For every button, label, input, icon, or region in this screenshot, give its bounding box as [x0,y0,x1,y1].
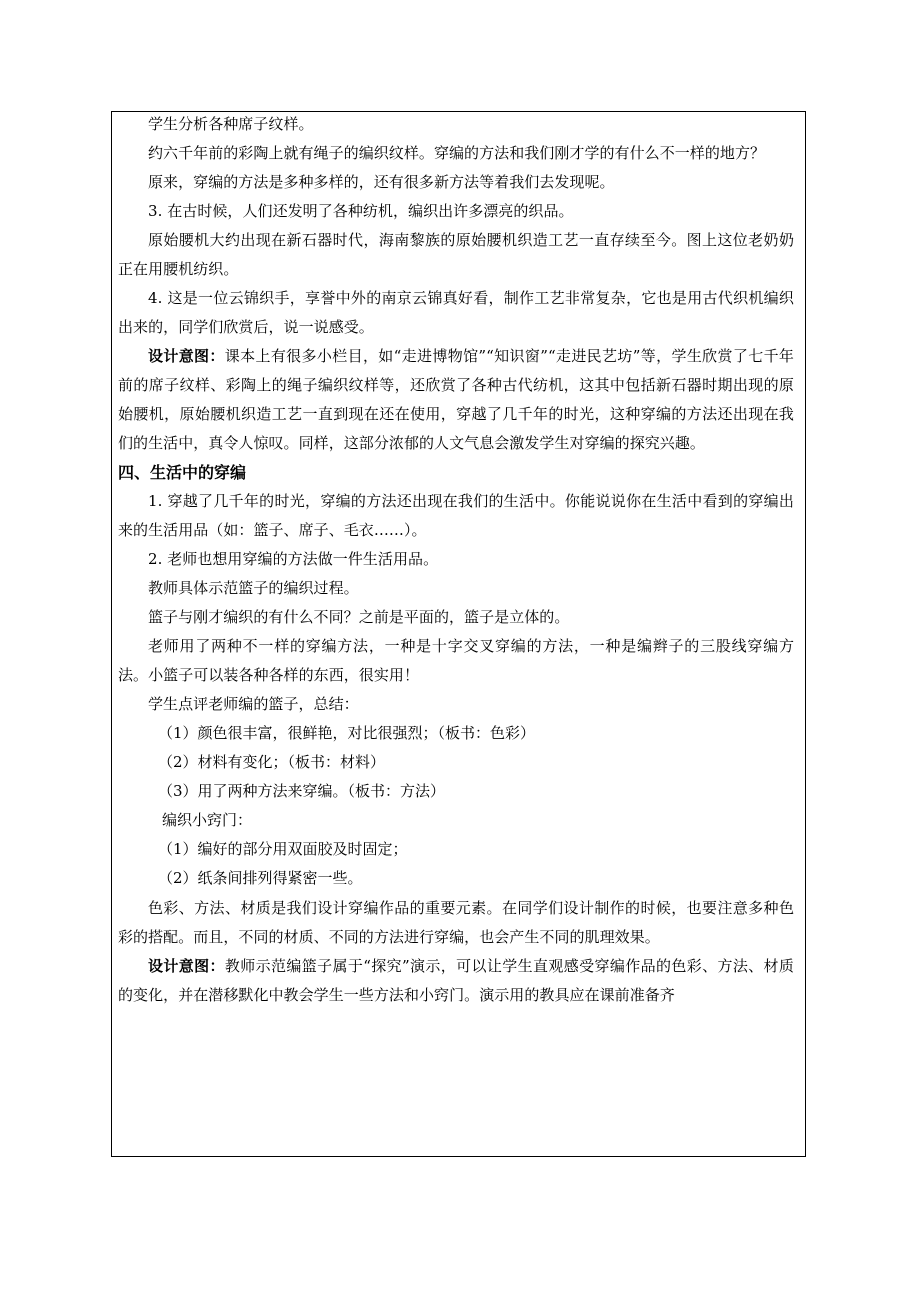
summary-item: （1）颜色很丰富，很鲜艳，对比很强烈；（板书：色彩） [158,724,536,742]
tip-item: （1）编好的部分用双面胶及时固定； [158,840,408,858]
paragraph: 色彩、方法、材质是我们设计穿编作品的重要元素。在同学们设计制作的时候，也要注意多种色彩的搭配。而且，不同的材质、不同的方法进行穿编，也会产生不同的肌理效果。 [118,899,794,946]
summary-item: （2）材料有变化；（板书：材料） [158,753,386,771]
design-intent-label: 设计意图： [148,347,225,365]
document-body [118,110,794,1010]
design-intent-paragraph [118,952,794,1010]
paragraph: 篮子与刚才编织的有什么不同？之前是平面的，篮子是立体的。 [148,608,570,626]
design-intent-text: 教师示范编篮子属于“探究”演示，可以让学生直观感受穿编作品的色彩、方法、材质的变化，并在潜移默化中教会学生一些方法和小窍门。演示用的教具应在课前准备齐 [118,957,794,1004]
design-intent-text: 课本上有很多小栏目，如“走进博物馆”“知识窗”“走进民艺坊”等，学生欣赏了七千年前的席子纹样、彩陶上的绳子编织纹样等，还欣赏了各种古代纺机，这其中包括新石器时期出现的原始腰机，原始腰机织造工艺一直到现在还在使用，穿越了几千年的时光，这种穿编的方法还出现在我们的生活中，真令人惊叹。同样，这部分浓郁的人文气息会激发学生对穿编的探究兴趣。 [118,347,794,452]
paragraph: 2. 老师也想用穿编的方法做一件生活用品。 [148,550,439,568]
paragraph: 约六千年前的彩陶上就有绳子的编织纹样。穿编的方法和我们刚才学的有什么不一样的地方？ [148,144,766,162]
tips-title: 编织小窍门： [162,811,253,829]
paragraph: 学生点评老师编的篮子，总结： [148,695,359,713]
summary-item: （3）用了两种方法来穿编。（板书：方法） [158,782,446,800]
design-intent-paragraph [118,342,794,458]
paragraph: 1. 穿越了几千年的时光，穿编的方法还出现在我们的生活中。你能说说你在生活中看到的穿编出来的生活用品（如：篮子、席子、毛衣……）。 [118,492,794,539]
paragraph: 4. 这是一位云锦织手，享誉中外的南京云锦真好看，制作工艺非常复杂，它也是用古代织机编织出来的，同学们欣赏后，说一说感受。 [118,289,794,336]
paragraph: 学生分析各种席子纹样。 [148,115,314,133]
tip-item: （2）纸条间排列得紧密一些。 [158,869,363,887]
paragraph: 老师用了两种不一样的穿编方法，一种是十字交叉穿编的方法，一种是编辫子的三股线穿编方法。小篮子可以装各种各样的东西，很实用！ [118,637,794,684]
paragraph: 原来，穿编的方法是多种多样的，还有很多新方法等着我们去发现呢。 [148,173,615,191]
paragraph: 3. 在古时候，人们还发明了各种纺机，编织出许多漂亮的织品。 [148,202,574,220]
paragraph: 原始腰机大约出现在新石器时代，海南黎族的原始腰机织造工艺一直存续至今。图上这位老奶奶正在用腰机纺织。 [118,231,794,278]
design-intent-label: 设计意图： [148,957,225,975]
paragraph: 教师具体示范篮子的编织过程。 [148,579,359,597]
section-heading: 四、生活中的穿编 [118,463,247,482]
